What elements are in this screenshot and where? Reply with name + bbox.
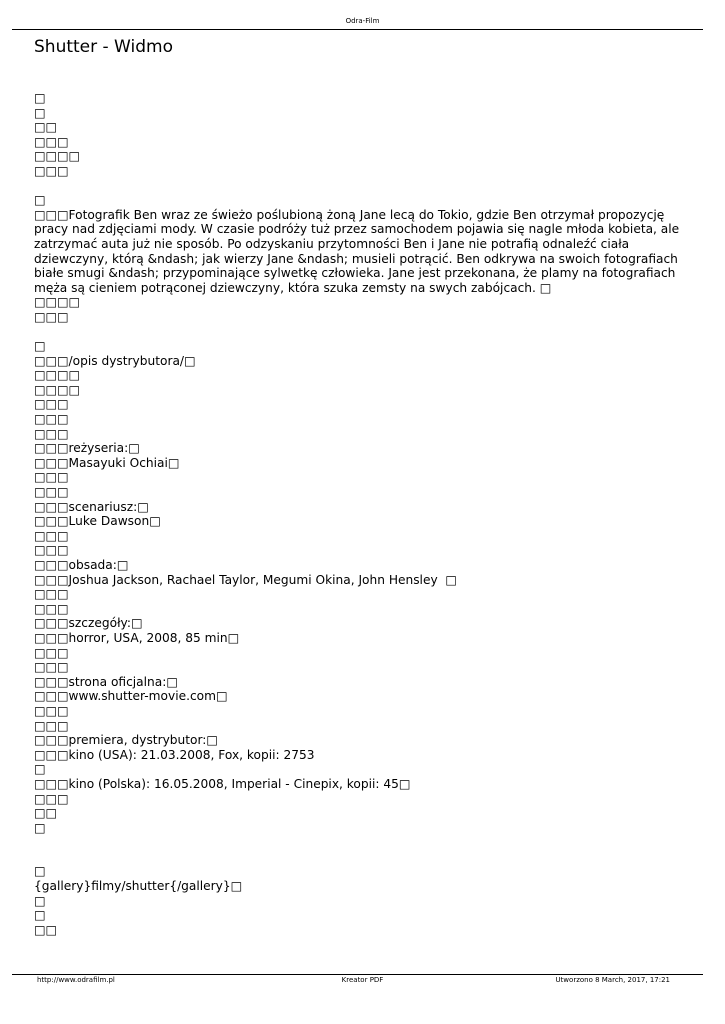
text-line: □□: [34, 922, 58, 937]
synopsis-block: [34, 193, 694, 324]
text-line: □□□reżyseria:□: [34, 441, 140, 456]
spacer: [34, 835, 694, 850]
text-line: □□□/opis dystrybutora/□: [34, 353, 196, 368]
text-line: □□□: [34, 163, 69, 178]
text-line: □□□premiera, dystrybutor:□: [34, 733, 218, 748]
synopsis-paragraph: □□□Fotografik Ben wraz ze świeżo poślubioną żoną Jane lecą do Tokio, gdzie Ben otrzymał propozycję pracy nad zdjęciami mody. W czasie podróży tuż przez samochodem pojawia się nagle młoda kobieta, ale zatrzymać auta już nie sposób. Po odzyskaniu przytomności Ben i Jane nie potrafią odnaleźć ciała dziewczyny, którą &ndash; jak wierzy Jane &ndash; musieli potrącić. Ben odkrywa na swoich fotografiach białe smugi &ndash; przypominające sylwetkę człowieka. Jane jest przekonana, że plamy na fotografiach męża są cieniem potrąconej dziewczyny, która szuka zemsty na swych zabójcach. □: [34, 207, 680, 295]
text-line: □□: [34, 120, 58, 135]
text-line: □□□: [34, 703, 69, 718]
text-line: {gallery}filmy/shutter{/gallery}□: [34, 879, 243, 894]
text-line: □□□horror, USA, 2008, 85 min□: [34, 630, 240, 645]
spacer: [34, 850, 694, 865]
page-title: Shutter - Widmo: [34, 37, 173, 57]
text-line: □□: [34, 806, 58, 821]
text-line: □□□obsada:□: [34, 558, 129, 572]
text-line: □□□: [34, 412, 69, 427]
text-line: □□□kino (USA): 21.03.2008, Fox, kopii: 2753: [34, 747, 315, 762]
footer-created: Utworzono 8 March, 2017, 17:21: [555, 976, 670, 984]
text-line: □□□□: [34, 368, 81, 383]
document-body: [34, 91, 694, 937]
text-line: □□□: [34, 309, 69, 324]
text-line: □□□: [34, 791, 69, 806]
text-line: □□□: [34, 543, 69, 558]
text-line: □: [34, 864, 46, 879]
text-line: □: [34, 893, 46, 908]
text-line: □□□: [34, 587, 69, 602]
text-line: □: [34, 91, 46, 105]
text-line: □□□Joshua Jackson, Rachael Taylor, Megumi Okina, John Hensley □: [34, 572, 457, 587]
spacer: [34, 325, 694, 340]
text-line: □□□www.shutter-movie.com□: [34, 689, 228, 704]
text-line: □□□□: [34, 149, 81, 164]
text-line: □□□: [34, 485, 69, 500]
text-line: □□□strona oficjalna:□: [34, 674, 178, 689]
spacer: [34, 179, 694, 194]
text-line: □□□□: [34, 295, 81, 310]
text-line: □: [34, 908, 46, 923]
details-block: [34, 339, 694, 835]
text-line: □□□: [34, 397, 69, 412]
text-line: □□□: [34, 718, 69, 733]
footer-url: http://www.odrafilm.pl: [37, 976, 115, 984]
text-line: □□□: [34, 134, 69, 149]
text-line: □□□: [34, 426, 69, 441]
top-block: [34, 91, 694, 179]
text-line: □: [34, 820, 46, 835]
text-line: □□□kino (Polska): 16.05.2008, Imperial - Cinepix, kopii: 45□: [34, 776, 411, 791]
text-line: □□□Luke Dawson□: [34, 514, 161, 529]
footer-divider: [12, 974, 703, 975]
header-divider: [12, 29, 703, 30]
text-line: □□□: [34, 601, 69, 616]
text-line: □: [34, 105, 46, 120]
text-line: □: [34, 762, 46, 777]
text-line: □: [34, 193, 46, 208]
text-line: □□□: [34, 660, 69, 675]
page-header-site: Odra-Film: [345, 17, 380, 25]
text-line: □□□: [34, 645, 69, 660]
text-line: □□□szczegóły:□: [34, 616, 143, 631]
text-line: □□□□: [34, 382, 81, 397]
gallery-block: [34, 864, 694, 937]
footer-generator: Kreator PDF: [341, 976, 384, 984]
text-line: □□□: [34, 528, 69, 543]
text-line: □□□Masayuki Ochiai□: [34, 455, 180, 470]
text-line: □□□: [34, 470, 69, 485]
text-line: □: [34, 339, 46, 354]
text-line: □□□scenariusz:□: [34, 499, 149, 514]
